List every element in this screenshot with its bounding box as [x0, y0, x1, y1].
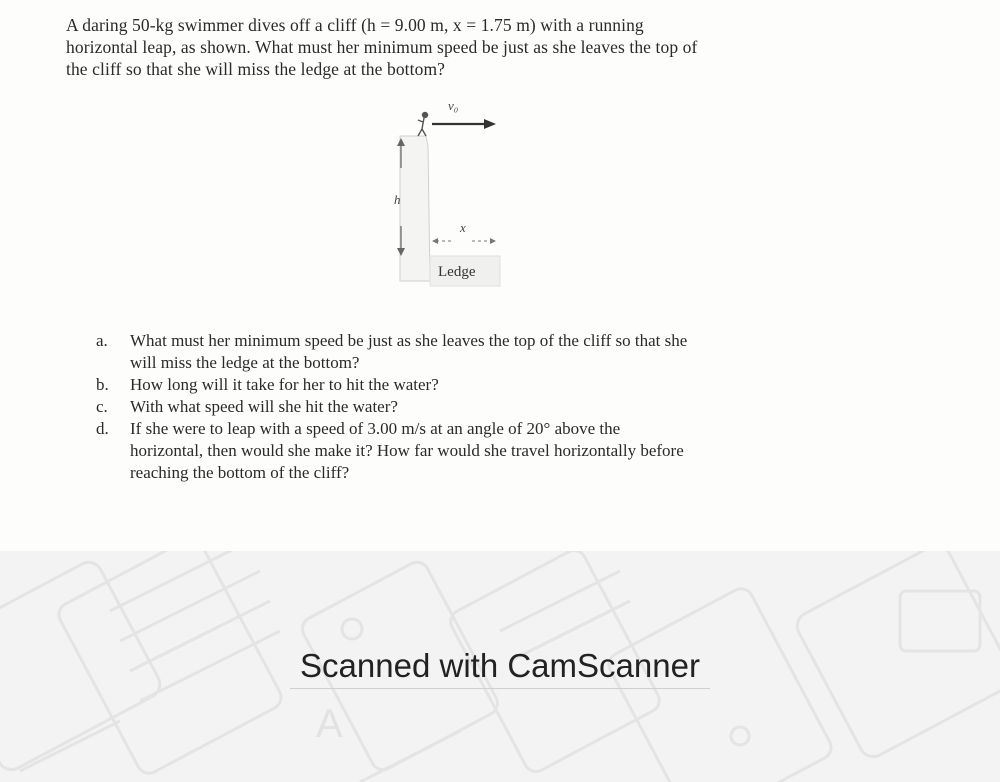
question-text	[130, 374, 846, 396]
question-item	[96, 374, 846, 396]
brand-underline	[290, 688, 710, 689]
distance-arrow-left	[432, 238, 438, 244]
problem-line: horizontal leap, as shown. What must her minimum speed be just as she leaves the top of	[66, 37, 698, 57]
question-line: reaching the bottom of the cliff?	[130, 463, 350, 482]
question-line: will miss the ledge at the bottom?	[130, 353, 360, 372]
question-line: What must her minimum speed be just as she leaves the top of the cliff so that she	[130, 331, 688, 350]
cliff-diagram	[380, 96, 520, 296]
problem-statement	[66, 14, 836, 80]
question-label: c.	[96, 397, 108, 416]
question-item	[96, 330, 846, 374]
question-line: horizontal, then would she make it? How far would she travel horizontally before	[130, 441, 684, 460]
v0-label: v₀	[448, 98, 459, 113]
question-label: d.	[96, 419, 109, 438]
question-line: How long will it take for her to hit the water?	[130, 375, 439, 394]
svg-text:A: A	[316, 702, 343, 746]
x-label: x	[460, 220, 466, 235]
question-label: b.	[96, 375, 109, 394]
camscanner-brand-text: Scanned with CamScanner	[300, 647, 700, 684]
problem-line: A daring 50-kg swimmer dives off a cliff (h = 9.00 m, x = 1.75 m) with a running	[66, 15, 644, 35]
velocity-arrow	[432, 119, 496, 129]
question-list	[96, 330, 846, 484]
swimmer-figure	[418, 113, 428, 137]
cliff-shape	[400, 136, 430, 281]
question-text	[130, 396, 846, 418]
question-item	[96, 418, 846, 484]
question-line: With what speed will she hit the water?	[130, 397, 398, 416]
ledge-label: Ledge	[438, 264, 476, 280]
problem-line: the cliff so that she will miss the ledge at the bottom?	[66, 59, 446, 79]
question-item	[96, 396, 846, 418]
h-label: h	[394, 192, 401, 207]
question-text	[130, 418, 846, 484]
question-label: a.	[96, 331, 108, 350]
question-text	[130, 330, 846, 374]
question-line: If she were to leap with a speed of 3.00 m/s at an angle of 20° above the	[130, 419, 621, 438]
distance-arrow-right	[490, 238, 496, 244]
